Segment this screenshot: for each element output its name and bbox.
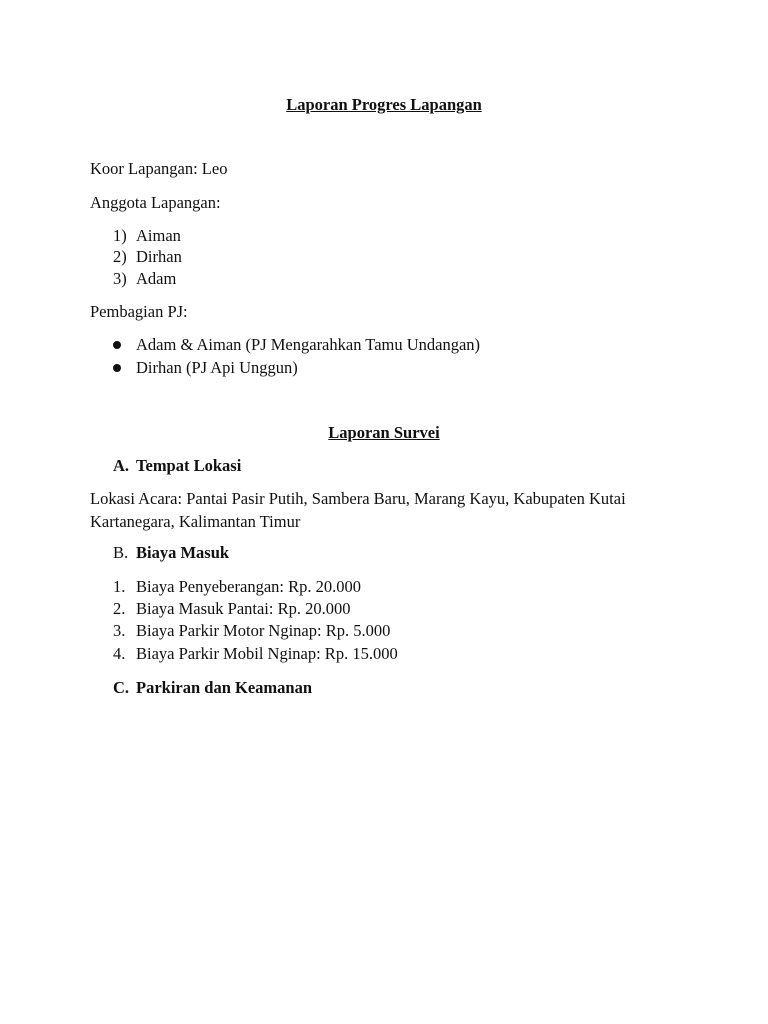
biaya-item: Biaya Masuk Pantai: Rp. 20.000 [136, 599, 351, 618]
anggota-name: Adam [136, 269, 177, 288]
section-letter: C. [113, 678, 130, 697]
list-marker: 1) [113, 226, 127, 245]
document-title: Laporan Progres Lapangan [286, 95, 482, 114]
biaya-item: Biaya Parkir Motor Nginap: Rp. 5.000 [136, 621, 391, 640]
pembagian-item: Dirhan (PJ Api Unggun) [136, 358, 298, 377]
anggota-name: Aiman [136, 226, 181, 245]
list-marker: 2. [113, 599, 126, 618]
bullet-icon [113, 341, 121, 349]
lokasi-paragraph: Lokasi Acara: Pantai Pasir Putih, Sambera Baru, Marang Kayu, Kabupaten Kutai Kartanegara, Kalimantan Timur [90, 489, 626, 531]
koor-lapangan-line: Koor Lapangan: Leo [90, 159, 228, 178]
list-marker: 2) [113, 247, 127, 266]
list-marker: 4. [113, 644, 126, 663]
anggota-label: Anggota Lapangan: [90, 193, 221, 212]
pembagian-item: Adam & Aiman (PJ Mengarahkan Tamu Undangan) [136, 335, 481, 354]
anggota-name: Dirhan [136, 247, 182, 266]
section-title: Parkiran dan Keamanan [136, 678, 313, 697]
section-c-heading [113, 677, 312, 699]
biaya-item: Biaya Penyeberangan: Rp. 20.000 [136, 577, 361, 596]
section-letter: A. [113, 456, 130, 475]
section-title: Tempat Lokasi [136, 456, 242, 475]
pembagian-label: Pembagian PJ: [90, 302, 188, 321]
bullet-icon [113, 364, 121, 372]
survey-title: Laporan Survei [328, 423, 440, 442]
list-marker: 1. [113, 577, 126, 596]
list-marker: 3) [113, 269, 127, 288]
section-letter: B. [113, 543, 129, 562]
section-title: Biaya Masuk [136, 543, 230, 562]
list-marker: 3. [113, 621, 126, 640]
biaya-item: Biaya Parkir Mobil Nginap: Rp. 15.000 [136, 644, 398, 663]
section-a-heading [113, 455, 241, 477]
section-b-heading [113, 542, 229, 564]
